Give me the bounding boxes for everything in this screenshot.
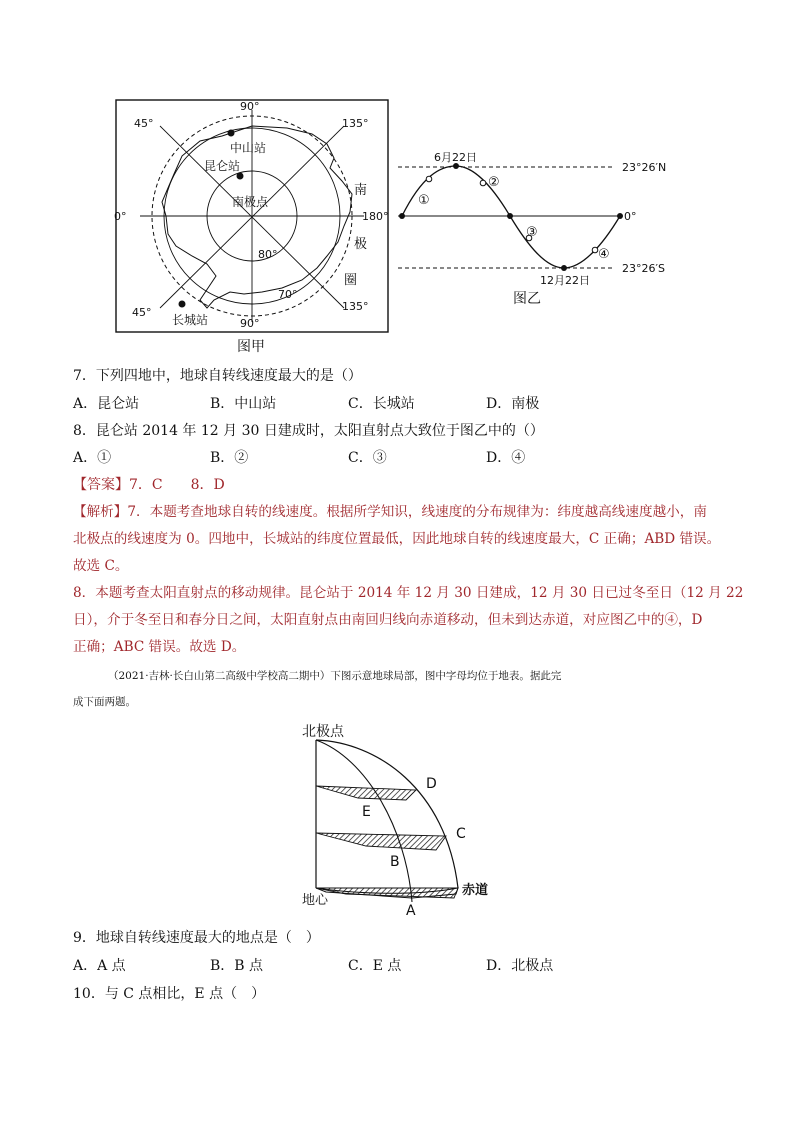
label-lat-n: 23°26′N — [622, 161, 667, 174]
q8-option-d: D．④ — [486, 450, 526, 466]
label-70: 70° — [278, 288, 298, 301]
q9-option-c: C．E 点 — [348, 958, 402, 974]
q7-option-c: C．长城站 — [348, 396, 415, 412]
zhongshan-dot — [228, 130, 235, 137]
answer-text: 7．C 8．D — [129, 477, 225, 493]
label-north-pole: 北极点 — [302, 724, 344, 740]
figure-earth-section — [296, 718, 506, 920]
analysis-line-3: 故选 C。 — [73, 558, 129, 574]
q7-option-a: A．昆仑站 — [73, 396, 140, 412]
analysis-line-5: 日），介于冬至日和春分日之间，太阳直射点由南回归线向赤道移动，但未到达赤道，对应图乙中的④，D — [73, 612, 703, 628]
meridian-arc — [316, 740, 412, 902]
plane-E — [316, 786, 416, 800]
label-kunlun: 昆仑站 — [204, 159, 241, 173]
analysis-line-1 — [73, 502, 707, 522]
label-zero: 0° — [624, 210, 637, 223]
changcheng-dot — [179, 301, 186, 308]
label-E: E — [362, 804, 371, 820]
q7-stem: 7．下列四地中，地球自转线速度最大的是（） — [73, 368, 362, 384]
label-p4: ④ — [598, 247, 610, 262]
q7-option-d: D．南极 — [486, 396, 540, 412]
label-90-bottom: 90° — [240, 317, 260, 330]
figure-a-caption: 图甲 — [237, 339, 265, 355]
analysis-line-6: 正确；ABC 错误。故选 D。 — [73, 639, 246, 655]
analysis-tag: 【解析】 — [73, 504, 128, 520]
label-0: 0° — [114, 210, 127, 223]
analysis-line-4: 8．本题考查太阳直射点的移动规律。昆仑站于 2014 年 12 月 30 日建成，12 月 30 日已过冬至日（12 月 22 — [73, 585, 744, 601]
label-D: D — [426, 776, 437, 792]
q8-option-a: A．① — [73, 450, 112, 466]
label-180: 180° — [362, 210, 389, 223]
q8-stem: 8．昆仑站 2014 年 12 月 30 日建成时，太阳直射点大致位于图乙中的（） — [73, 423, 544, 439]
label-june: 6月22日 — [434, 151, 477, 164]
label-lat-s: 23°26′S — [622, 262, 665, 275]
label-A: A — [406, 903, 416, 919]
label-B: B — [390, 854, 400, 870]
label-changcheng: 长城站 — [172, 313, 209, 327]
label-south-pole: 南极点 — [232, 195, 269, 209]
label-circle-3: 圈 — [344, 273, 358, 288]
label-90-top: 90° — [240, 100, 260, 113]
q9-option-d: D．北极点 — [486, 958, 554, 974]
label-135-tr: 135° — [342, 117, 369, 130]
figure-antarctica-map — [112, 96, 392, 336]
label-80: 80° — [258, 248, 278, 261]
q9-stem: 9．地球自转线速度最大的地点是（ ） — [73, 930, 320, 946]
figure-b-caption: 图乙 — [513, 291, 541, 307]
answer-line — [73, 475, 225, 495]
q9-option-b: B．B 点 — [210, 958, 264, 974]
intro-line-2: 成下面两题。 — [73, 696, 136, 708]
label-p2: ② — [488, 175, 500, 190]
label-135-br: 135° — [342, 300, 369, 313]
answer-tag: 【答案】 — [73, 477, 129, 493]
analysis-text-1: 7．本题考查地球自转的线速度。根据所学知识，线速度的分布规律为：纬度越高线速度越小，南 — [127, 504, 707, 520]
surface-arc — [316, 740, 458, 888]
kunlun-dot — [237, 173, 244, 180]
label-dec: 12月22日 — [540, 274, 590, 287]
label-zhongshan: 中山站 — [230, 141, 267, 155]
label-center: 地心 — [302, 893, 329, 908]
q7-option-b: B．中山站 — [210, 396, 277, 412]
label-C: C — [456, 826, 466, 842]
figure-subsolar-curve — [392, 146, 692, 306]
plane-B — [316, 833, 446, 850]
label-45-bl: 45° — [132, 306, 152, 319]
intro-line-1: （2021·吉林·长白山第二高级中学校高二期中）下图示意地球局部，图中字母均位于地表。据此完 — [108, 670, 562, 682]
q8-option-b: B．② — [210, 450, 249, 466]
label-equator: 赤道 — [462, 883, 489, 898]
analysis-line-2: 北极点的线速度为 0。四地中，长城站的纬度位置最低，因此地球自转的线速度最大，C 正确；ABD 错误。 — [73, 531, 721, 547]
label-circle-2: 极 — [354, 237, 368, 252]
label-45-tl: 45° — [134, 117, 154, 130]
q9-option-a: A．A 点 — [73, 958, 126, 974]
q10-stem: 10．与 C 点相比，E 点（ ） — [73, 986, 266, 1002]
label-circle-1: 南 — [354, 183, 368, 198]
q8-option-c: C．③ — [348, 450, 387, 466]
label-p1: ① — [418, 193, 430, 208]
label-p3: ③ — [526, 225, 538, 240]
